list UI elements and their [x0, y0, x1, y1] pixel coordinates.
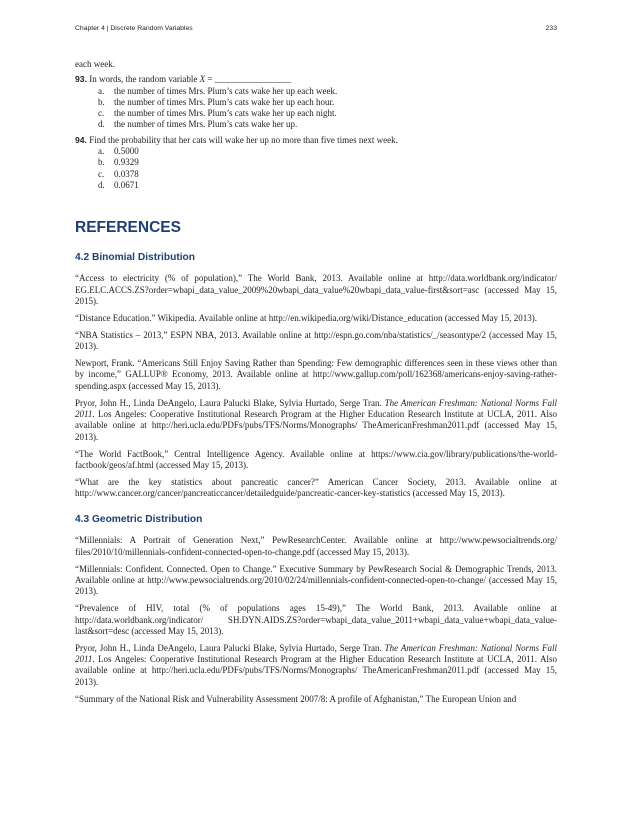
reference-item: Pryor, John H., Linda DeAngelo, Laura Palucki Blake, Sylvia Hurtado, Serge Tran. The American Freshman: National Norms Fall 2011. Los Angeles: Cooperative Institutional Research Program at the Higher Education Research Institute at UCLA, 2011. Also available online at http://heri.ucla.edu/PDFs/pubs/TFS/Norms/Monographs/ TheAmericanFreshman2011.pdf (accessed May 15, 2013).: [75, 642, 557, 687]
section-binomial: [75, 252, 557, 499]
page-number: 233: [545, 25, 557, 32]
option: b. 0.9329: [98, 157, 139, 168]
references-heading: REFERENCES: [75, 219, 181, 237]
question-number: 93.: [75, 74, 87, 85]
option: d. 0.0671: [98, 179, 139, 190]
reference-item: “What are the key statistics about pancreatic cancer?” American Cancer Society, 2013. Available online at http://www.cancer.org/cancer/pancreaticcancer/detailedguide/pancreatic-cancer-key-statistics (accessed May 15, 2013).: [75, 476, 557, 499]
option: b. the number of times Mrs. Plum’s cats wake her up each hour.: [98, 96, 335, 107]
continued-text: each week.: [75, 59, 115, 69]
page-content: [75, 59, 557, 711]
variable: X: [199, 74, 206, 85]
reference-item: “Millennials: A Portrait of Generation Next,” PewResearchCenter. Available online at http://www.pewsocialtrends.org/ files/2010/10/millennials-confident-connected-open-to-change.pdf (accessed May 15, 2013).: [75, 535, 557, 557]
question-stem: 94. Find the probability that her cats will wake her up no more than five times next week.: [75, 134, 398, 145]
reference-item: “Summary of the National Risk and Vulnerability Assessment 2007/8: A profile of Afghanistan,” The European Union and: [75, 693, 517, 704]
running-header-chapter: Chapter 4 | Discrete Random Variables: [75, 25, 193, 32]
option: d. the number of times Mrs. Plum’s cats wake her up.: [98, 119, 298, 130]
reference-item: “The World FactBook,” Central Intelligence Agency. Available online at https://www.cia.gov/library/publications/the-world-factbook/geos/af.html (accessed May 15, 2013).: [75, 448, 557, 470]
reference-item: “Access to electricity (% of population),” The World Bank, 2013. Available online at http://data.worldbank.org/indicator/ EG.ELC.ACCS.ZS?order=wbapi_data_value_2009%20wbapi_data_value%20wbapi_data_value-first&sort=asc (accessed May 15, 2015).: [75, 273, 557, 306]
option: c. the number of times Mrs. Plum’s cats wake her up each night.: [98, 108, 337, 119]
option: c. 0.0378: [98, 168, 139, 179]
question-number: 94.: [75, 134, 87, 145]
section-geometric: [75, 514, 557, 705]
option: a. 0.5000: [98, 146, 139, 157]
section-title: 4.3 Geometric Distribution: [75, 514, 203, 526]
section-title: 4.2 Binomial Distribution: [75, 252, 195, 264]
answer-options: [75, 146, 557, 191]
reference-item: Newport, Frank. “Americans Still Enjoy Saving Rather than Spending: Few demographic differences seen in these views other than by income,” GALLUP® Economy, 2013. Available online at http://www.gallup.com/poll/162368/americans-enjoy-saving-rather-spending.aspx (accessed May 15, 2013).: [75, 358, 557, 391]
reference-item: “Prevalence of HIV, total (% of populations ages 15-49),” The World Bank, 2013. Available online at http://data.worldbank.org/indicator/ SH.DYN.AIDS.ZS?order=wbapi_data_value_2011+wbapi_data_value+wbapi_data_value-last&sort=desc (accessed May 15, 2013).: [75, 603, 557, 636]
question-94: [75, 135, 557, 191]
reference-item: Pryor, John H., Linda DeAngelo, Laura Palucki Blake, Sylvia Hurtado, Serge Tran. The American Freshman: National Norms Fall 2011. Los Angeles: Cooperative Institutional Research Program at the Higher Education Research Institute at UCLA, 2011. Also available online at http://heri.ucla.edu/PDFs/pubs/TFS/Norms/Monographs/ TheAmericanFreshman2011.pdf (accessed May 15, 2013).: [75, 397, 557, 442]
question-93: [75, 74, 557, 130]
answer-options: [75, 86, 557, 131]
reference-item: “NBA Statistics – 2013,” ESPN NBA, 2013. Available online at http://espn.go.com/nba/statistics/_/seasontype/2 (accessed May 15, 2013).: [75, 329, 557, 352]
reference-item: “Millennials: Confident. Connected. Open to Change.” Executive Summary by PewResearch Social & Demographic Trends, 2013. Available online at http://www.pewsocialtrends.org/2010/02/24/millennials-confident-connected-open-to-change/ (accessed May 15, 2013).: [75, 563, 557, 597]
question-stem: 93. In words, the random variable X = _________________: [75, 74, 292, 85]
option: a. the number of times Mrs. Plum’s cats wake her up each week.: [98, 85, 338, 96]
reference-item: “Distance Education.” Wikipedia. Available online at http://en.wikipedia.org/wiki/Distance_education (accessed May 15, 2013).: [75, 312, 538, 323]
